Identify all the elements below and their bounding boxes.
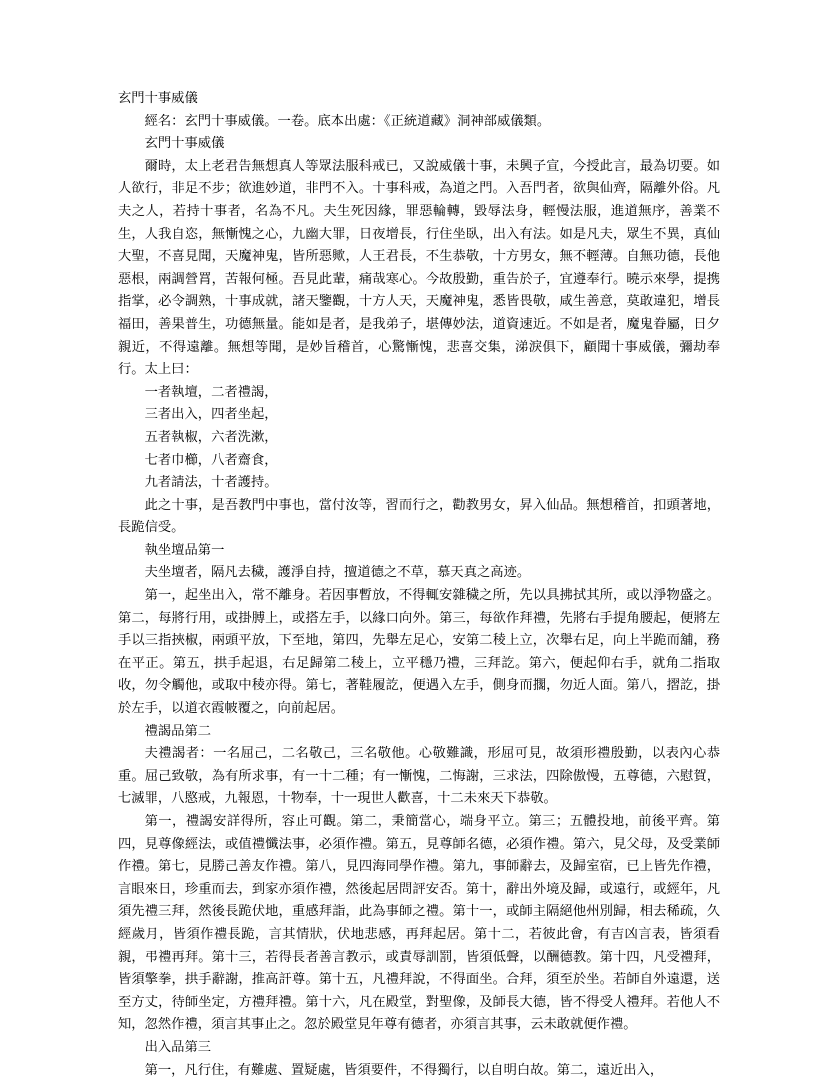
chapter-heading: 出入品第三 [144, 1039, 212, 1055]
document-body [118, 88, 720, 1082]
list-item: 七者巾櫛，八者齋食， [144, 452, 278, 468]
section-heading: 玄門十事威儀 [144, 136, 225, 152]
paragraph: 爾時，太上老君告無想真人等眾法服科戒已，又說威儀十事，未興子宣，今授此言，最為切要。如人欲行，非足不步；欲進妙道，非門不入。十事科戒，為道之門。入吾門者，欲與仙齊，隔離外俗。凡夫之人，若持十事者，名為不凡。夫生死因緣，罪惡輪轉，毀辱法身，輕慢法服，進道無序，善業不生，人我自恣，無慚愧之心，九幽大罪，日夜增長，行住坐臥，出入有法。如是凡夫，眾生不異，真仙大聖，不喜見聞，天魔神鬼，皆所惡歟，人王君長，不生恭敬，十方男女，無不輕薄。自無功德，長他惡根，兩調營罥，苦報何極。吾見此輩，痛哉寒心。今故殷勤，重告於子，宜遵奉行。曉示來學，提携指掌，必令調熟，十事成就，諸天鑒觀，十方人天，天魔神鬼，悉皆畏敬，咸生善意，莫敢違犯，增長福田，善果普生，功德無量。能如是者，是我弟子，堪傳妙法，道資速近。不如是者，魔鬼眷屬，日夕親近，不得遠離。無想等聞，是妙旨稽首，心驚慚愧，悲喜交集，涕淚俱下，顧聞十事威儀，彌劫奉行。太上曰： [118, 158, 720, 378]
list-item: 九者請法，十者護持。 [144, 475, 278, 491]
list-item: 三者出入，四者坐起， [144, 407, 278, 423]
paragraph: 夫禮謁者：一名屈己，二名敬己，三名敬他。心敬難識，形屈可見，故須形禮殷勤，以表內心恭重。屈己致敬，為有所求事，有一十二種；有一慚愧，二悔謝，三求法，四除傲慢，五尊德，六慰賀，七滅罪，八愍戒，九報恩，十物奉，十一現世人歡喜，十二未來天下恭敬。 [118, 746, 720, 807]
chapter-heading: 禮謁品第二 [144, 723, 212, 739]
list-item: 五者執椒，六者洗漱， [144, 429, 278, 445]
document-title: 玄門十事威儀 [118, 91, 198, 106]
paragraph: 第一，凡行住，有難處、置疑處，皆須要件，不得獨行，以自明白故。第二，遠近出入， [144, 1062, 664, 1078]
paragraph: 此之十事，是吾教門中事也，當付汝等，習而行之，勸教男女，昇入仙品。無想稽首，扣頭著地，長跪信受。 [118, 497, 720, 536]
paragraph: 第一，起坐出入，常不離身。若因事暫放，不得輒安雜穢之所，先以具拂拭其所，或以淨物盛之。第二，每將行用，或掛膊上，或搭左手，以緣口向外。第三，每欲作拜禮，先將右手提角腰起，便將左手以三指挾椒，兩頭平放，下至地，第四，先舉左足心，安第二稜上立，次舉右足，向上半跪而舖，務在平正。第五，拱手起退，右足歸第二稜上，立平穩乃禮，三拜訖。第六，便起仰右手，就角二指取收，勿令觸他，或取中稜亦得。第七，著鞋履訖，便遇入左手，側身而擱，勿近人面。第八，摺訖，掛於左手，以道衣霞帔覆之，向前起居。 [118, 588, 720, 717]
chapter-heading: 執坐壇品第一 [144, 542, 225, 558]
paragraph: 第一，禮謁安詳得所，容止可觀。第二，秉簡當心，端身平立。第三；五體投地，前後平齊。第四，見尊像經法，或值禮懺法事，必須作禮。第五，見尊師名德，必須作禮。第六，見父母，及受業師作禮。第七，見勝己善友作禮。第八，見四海同學作禮。第九，事師辭去，及歸室宿，已上皆先作禮，言眼來日，珍重而去，到家亦須作禮，然後起居問評安否。第十，辭出外境及歸，或遠行，或經年，凡須先禮三拜，然後長跪伏地，重感拜詣，此為事師之禮。第十一，或師主隔絕他州別歸，相去稀疏，久經歲月，皆須作禮長跪，言其情狀，伏地悲感，再拜起居。第十二，若彼此會，有吉凶言表，皆須看親，弔禮再拜。第十三，若得長者善言教示，或責辱訓罰，皆須低聲，以酬德教。第十四，凡受禮拜，皆須擎拳，拱手辭謝，推高訐尊。第十五，凡禮拜說，不得面坐。合拜，須至於坐。若師自外遠還，送至方丈，待師坐定，方禮拜禮。第十六，凡在殿堂，對聖像，及師長大德，皆不得受人禮拜。若他人不知，忽然作禮，須言其事止之。忽於殿堂見年尊有德者，亦須言其事，云未敢就便作禮。 [118, 814, 720, 1033]
list-item: 一者執壇，二者禮謁， [144, 384, 278, 400]
scripture-metadata: 經名：玄門十事威儀。一卷。底本出處：《正統道藏》洞神部威儀類。 [144, 113, 551, 129]
paragraph: 夫坐壇者，隔凡去穢，護淨自持，擅道德之不草，慕天真之高迹。 [144, 565, 531, 581]
